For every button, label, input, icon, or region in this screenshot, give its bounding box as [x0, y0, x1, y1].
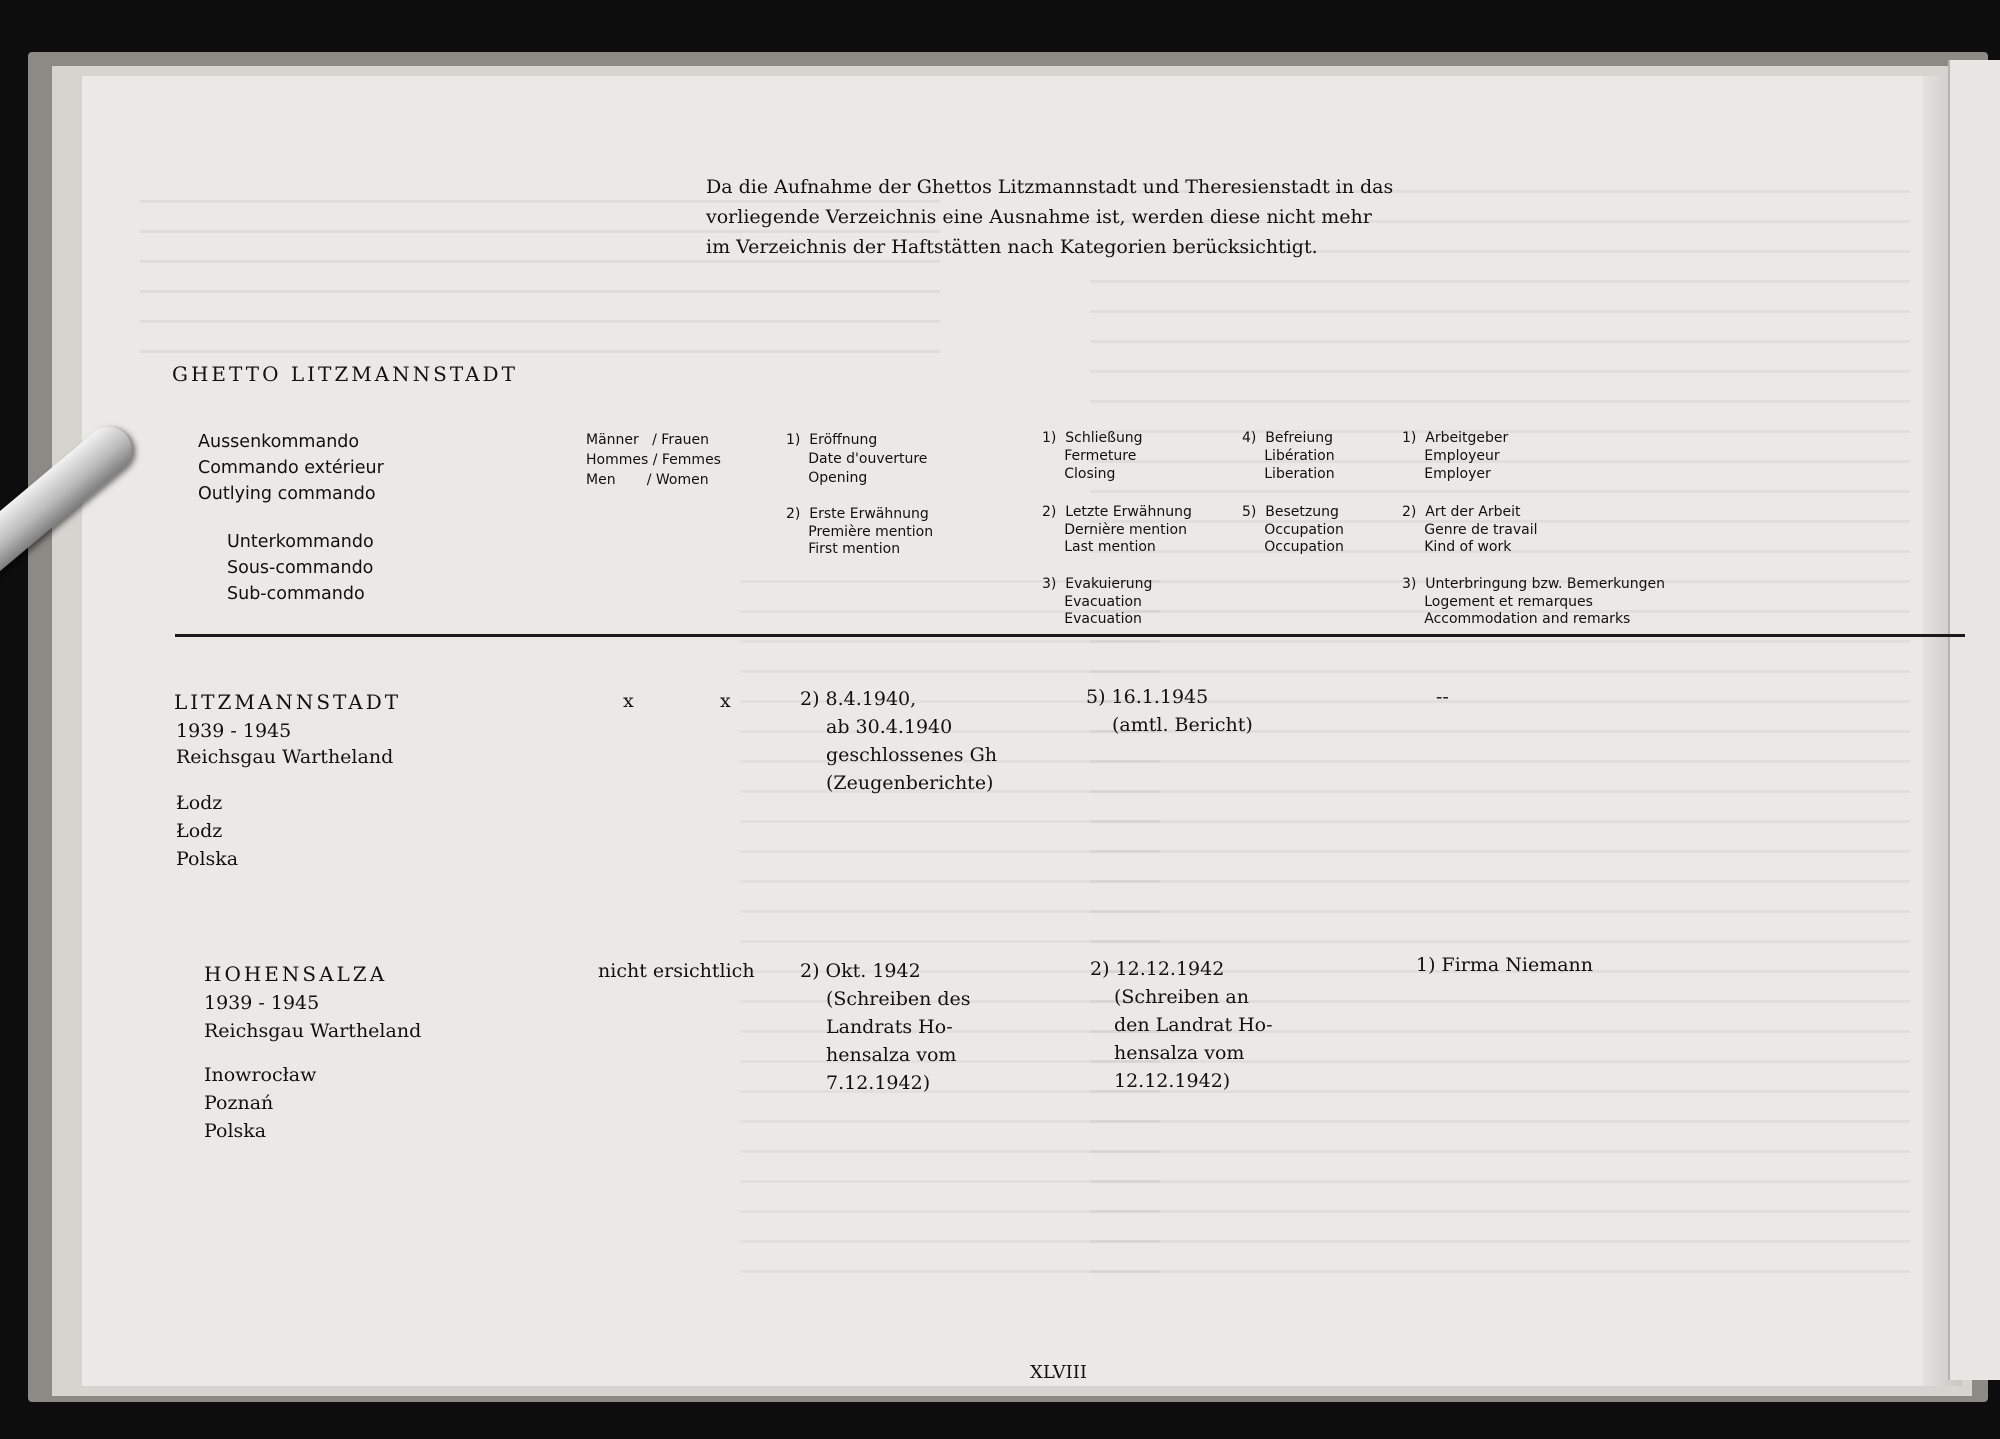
- entry-men-mark: x: [623, 690, 634, 712]
- legend-work2-fr: Genre de travail: [1402, 522, 1538, 538]
- facing-page-edge: [1948, 60, 2000, 1380]
- legend-work3-fr: Logement et remarques: [1402, 594, 1593, 610]
- entry-closing: 2) 12.12.1942: [1090, 958, 1225, 980]
- legend-closing3-en: Evacuation: [1042, 611, 1142, 627]
- legend-opening2-fr: Première mention: [786, 524, 934, 540]
- legend-opening1-de: 1) Eröffnung: [786, 432, 878, 448]
- legend-work1-de: 1) Arbeitgeber: [1402, 430, 1509, 446]
- entry-region: Reichsgau Wartheland: [204, 1020, 422, 1042]
- entry-closing: (amtl. Bericht): [1112, 714, 1253, 736]
- legend-command-de: Aussenkommando: [198, 432, 360, 452]
- legend-liberation4-de: 4) Befreiung: [1242, 430, 1333, 446]
- entry-work: 1) Firma Niemann: [1416, 954, 1594, 976]
- show-through-center: [740, 560, 1160, 1300]
- legend-opening1-en: Opening: [786, 470, 868, 486]
- entry-place: Łodz: [176, 792, 223, 814]
- legend-gender-de: Männer / Frauen: [586, 432, 710, 448]
- legend-gender-en: Men / Women: [586, 472, 709, 488]
- legend-subcommand-en: Sub-commando: [227, 584, 365, 604]
- entry-country: Polska: [204, 1120, 267, 1142]
- entry-place: Poznań: [204, 1092, 274, 1114]
- entry-opening: (Schreiben des: [826, 988, 971, 1010]
- entry-opening: Landrats Ho-: [826, 1016, 953, 1038]
- legend-liberation4-en: Liberation: [1242, 466, 1335, 482]
- legend-closing2-fr: Dernière mention: [1042, 522, 1187, 538]
- legend-work1-en: Employer: [1402, 466, 1491, 482]
- legend-work1-fr: Employeur: [1402, 448, 1500, 464]
- legend-opening1-fr: Date d'ouverture: [786, 451, 928, 467]
- legend-liberation5-en: Occupation: [1242, 539, 1344, 555]
- entry-closing: 5) 16.1.1945: [1086, 686, 1209, 708]
- legend-liberation4-fr: Libération: [1242, 448, 1335, 464]
- legend-work3-de: 3) Unterbringung bzw. Bemerkungen: [1402, 576, 1665, 592]
- entry-name: HOHENSALZA: [204, 962, 388, 986]
- entry-opening: 2) Okt. 1942: [800, 960, 921, 982]
- entry-closing: 12.12.1942): [1114, 1070, 1231, 1092]
- legend-closing3-de: 3) Evakuierung: [1042, 576, 1153, 592]
- legend-liberation5-fr: Occupation: [1242, 522, 1344, 538]
- entry-opening: hensalza vom: [826, 1044, 957, 1066]
- legend-opening2-de: 2) Erste Erwähnung: [786, 506, 929, 522]
- divider-line: [175, 634, 1965, 637]
- entry-region: Reichsgau Wartheland: [176, 746, 394, 768]
- legend-liberation5-de: 5) Besetzung: [1242, 504, 1339, 520]
- legend-subcommand-fr: Sous-commando: [227, 558, 374, 578]
- entry-closing: hensalza vom: [1114, 1042, 1245, 1064]
- legend-closing2-en: Last mention: [1042, 539, 1156, 555]
- legend-closing2-de: 2) Letzte Erwähnung: [1042, 504, 1192, 520]
- legend-command-en: Outlying commando: [198, 484, 376, 504]
- entry-gender-note: nicht ersichtlich: [598, 960, 755, 982]
- page-number: XLVIII: [1030, 1362, 1087, 1383]
- entry-closing: (Schreiben an: [1114, 986, 1249, 1008]
- legend-closing1-fr: Fermeture: [1042, 448, 1137, 464]
- entry-women-mark: x: [720, 690, 731, 712]
- entry-place: Inowrocław: [204, 1064, 317, 1086]
- entry-opening: geschlossenes Gh: [826, 744, 997, 766]
- entry-opening: 7.12.1942): [826, 1072, 931, 1094]
- legend-work3-en: Accommodation and remarks: [1402, 611, 1631, 627]
- entry-work: --: [1436, 686, 1449, 708]
- entry-opening: ab 30.4.1940: [826, 716, 953, 738]
- entry-opening: 2) 8.4.1940,: [800, 688, 917, 710]
- legend-work2-de: 2) Art der Arbeit: [1402, 504, 1521, 520]
- legend-closing1-de: 1) Schließung: [1042, 430, 1143, 446]
- entry-place: Łodz: [176, 820, 223, 842]
- legend-opening2-en: First mention: [786, 541, 901, 557]
- legend-command-fr: Commando extérieur: [198, 458, 384, 478]
- intro-line-3: im Verzeichnis der Haftstätten nach Kategorien berücksichtigt.: [706, 236, 1318, 258]
- legend-closing1-en: Closing: [1042, 466, 1116, 482]
- legend-work2-en: Kind of work: [1402, 539, 1512, 555]
- entry-years: 1939 - 1945: [204, 992, 320, 1014]
- entry-country: Polska: [176, 848, 239, 870]
- intro-line-1: Da die Aufnahme der Ghettos Litzmannstadt und Theresienstadt in das: [706, 176, 1394, 198]
- entry-years: 1939 - 1945: [176, 720, 292, 742]
- entry-name: LITZMANNSTADT: [174, 690, 402, 714]
- entry-opening: (Zeugenberichte): [826, 772, 994, 794]
- intro-line-2: vorliegende Verzeichnis eine Ausnahme ist, werden diese nicht mehr: [706, 206, 1372, 228]
- section-title: GHETTO LITZMANNSTADT: [172, 362, 518, 386]
- entry-closing: den Landrat Ho-: [1114, 1014, 1273, 1036]
- legend-gender-fr: Hommes / Femmes: [586, 452, 721, 468]
- legend-closing3-fr: Evacuation: [1042, 594, 1142, 610]
- legend-subcommand-de: Unterkommando: [227, 532, 374, 552]
